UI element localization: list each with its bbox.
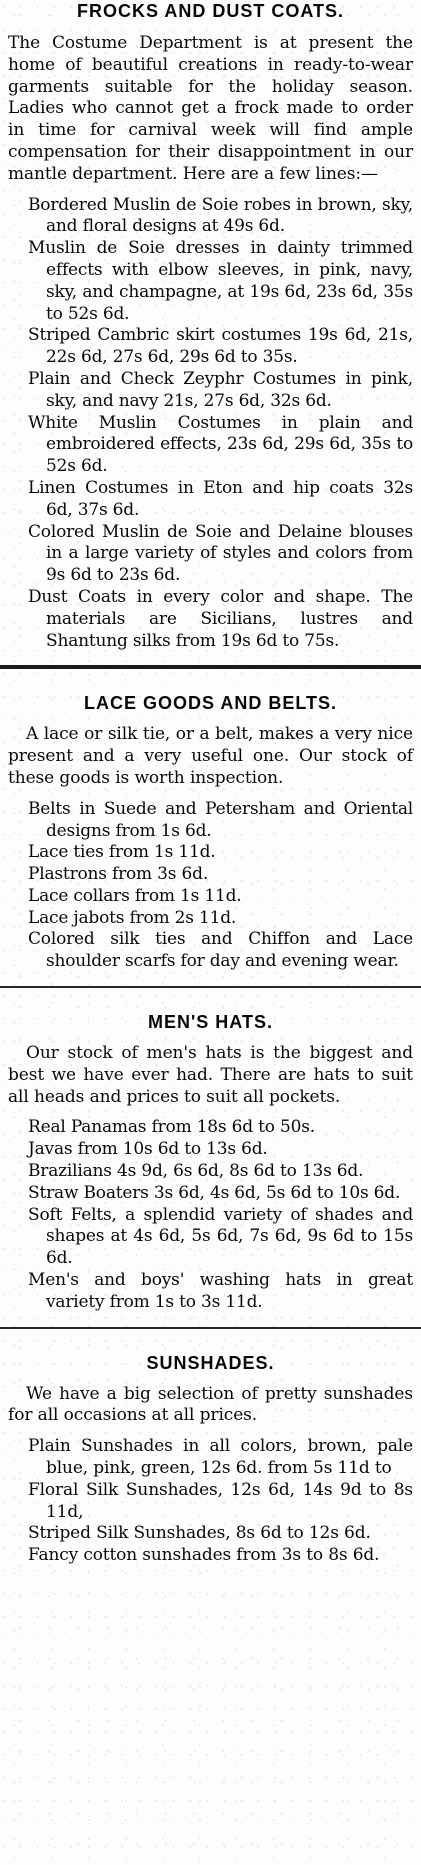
lace-goods-item: Lace ties from 1s 11d. — [28, 842, 216, 863]
frocks-item: Linen Costumes in Eton and hip coats 32s 6d, 37s 6d. — [28, 477, 413, 520]
frocks-item: Bordered Muslin de Soie robes in brown, sky, and floral designs at 49s 6d. — [28, 194, 413, 237]
frocks-item: Striped Cambric skirt costumes 19s 6d, 21s, 22s 6d, 27s 6d, 29s 6d to 35s. — [28, 325, 413, 368]
mens-hats-list — [8, 1117, 413, 1313]
frocks-item: White Muslin Costumes in plain and embroidered effects, 23s 6d, 29s 6d, 35s to 52s 6d. — [28, 412, 413, 477]
mens-hats-section — [8, 1013, 413, 1329]
mens-hats-intro: Our stock of men's hats is the biggest and best we have ever had. There are hats to suit all heads and prices to suit all pockets. — [8, 1043, 413, 1107]
section-divider — [0, 986, 421, 988]
lace-goods-heading: LACE GOODS AND BELTS. — [83, 693, 337, 714]
lace-goods-item: Belts in Suede and Petersham and Oriental designs from 1s 6d. — [28, 798, 413, 841]
section-divider — [0, 1327, 421, 1329]
sunshades-item: Fancy cotton sunshades from 3s to 8s 6d. — [28, 1545, 380, 1566]
mens-hats-item: Javas from 10s 6d to 13s 6d. — [28, 1139, 268, 1160]
frocks-item: Plain and Check Zeyphr Costumes in pink, sky, and navy 21s, 27s 6d, 32s 6d. — [28, 368, 413, 411]
mens-hats-heading: MEN'S HATS. — [148, 1012, 273, 1033]
mens-hats-item: Soft Felts, a splendid variety of shades and shapes at 4s 6d, 5s 6d, 7s 6d, 9s 6d to 15s 6d. — [28, 1204, 413, 1269]
lace-goods-list — [8, 799, 413, 973]
lace-goods-item: Lace collars from 1s 11d. — [28, 885, 242, 906]
lace-goods-item: Lace jabots from 2s 11d. — [28, 907, 237, 928]
frocks-item: Colored Muslin de Soie and Delaine blouses in a large variety of styles and colors from 9s 6d to 23s 6d. — [28, 521, 413, 586]
mens-hats-item: Real Panamas from 18s 6d to 50s. — [28, 1117, 315, 1138]
sunshades-item: Plain Sunshades in all colors, brown, pale blue, pink, green, 12s 6d. from 5s 11d to — [28, 1436, 413, 1479]
sunshades-intro: We have a big selection of pretty sunshades for all occasions at all prices. — [8, 1383, 413, 1426]
sunshades-item: Floral Silk Sunshades, 12s 6d, 14s 9d to 8s 11d, — [28, 1479, 413, 1522]
lace-goods-intro: A lace or silk tie, or a belt, makes a very nice present and a very useful one. Our stock of these goods is worth inspection. — [8, 724, 413, 788]
sunshades-heading: SUNSHADES. — [146, 1352, 275, 1373]
sunshades-item: Striped Silk Sunshades, 8s 6d to 12s 6d. — [28, 1523, 371, 1544]
mens-hats-item: Brazilians 4s 9d, 6s 6d, 8s 6d to 13s 6d. — [28, 1161, 364, 1182]
frocks-heading: FROCKS AND DUST COATS. — [77, 1, 344, 21]
sunshades-list — [8, 1436, 413, 1567]
frocks-item: Dust Coats in every color and shape. The materials are Sicilians, lustres and Shantung silks from 19s 6d to 75s. — [28, 586, 413, 651]
frocks-section — [8, 0, 413, 669]
mens-hats-item: Men's and boys' washing hats in great variety from 1s to 3s 11d. — [28, 1270, 413, 1312]
frocks-item: Muslin de Soie dresses in dainty trimmed effects with elbow sleeves, in pink, navy, sky, and champagne, at 19s 6d, 23s 6d, 35s to 52s 6d. — [28, 238, 413, 324]
lace-goods-section — [8, 694, 413, 988]
mens-hats-item: Straw Boaters 3s 6d, 4s 6d, 5s 6d to 10s 6d. — [28, 1182, 401, 1203]
lace-goods-item: Colored silk ties and Chiffon and Lace shoulder scarfs for day and evening wear. — [28, 929, 413, 972]
frocks-list — [8, 195, 413, 653]
frocks-intro: The Costume Department is at present the home of beautiful creations in ready-to-wear garments suitable for the holiday season. Ladies who cannot get a frock made to order in time for carnival week will find ample compensation for their disappointment in our mantle department. Here are a few lines:— — [8, 33, 413, 184]
lace-goods-item: Plastrons from 3s 6d. — [28, 864, 209, 885]
sunshades-section — [8, 1354, 413, 1567]
section-divider — [0, 665, 421, 669]
